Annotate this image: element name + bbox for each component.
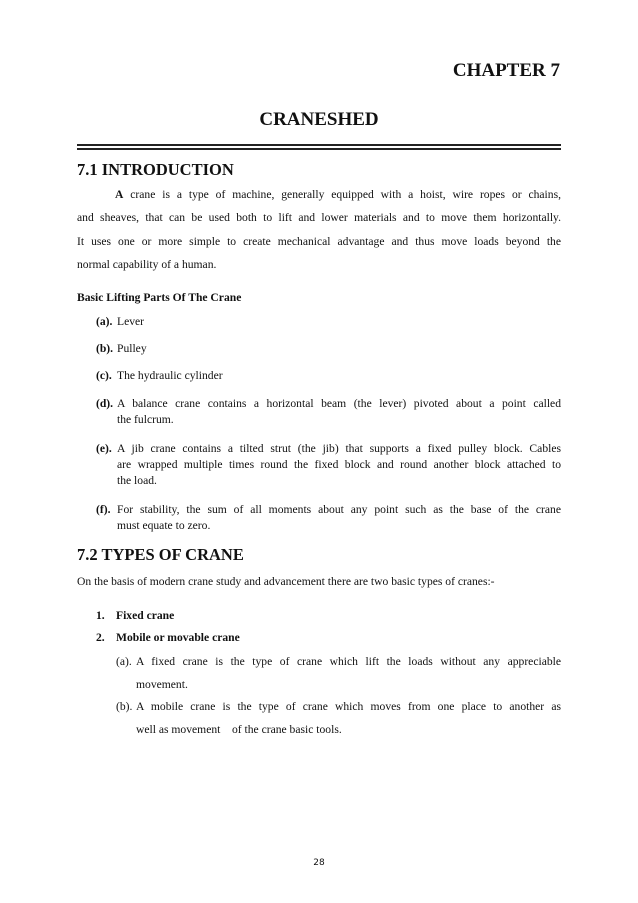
- section-heading-introduction: 7.1 INTRODUCTION: [77, 160, 234, 179]
- type-desc-a: [116, 650, 561, 697]
- list-marker: (c).: [96, 369, 112, 382]
- intro-paragraph: [77, 183, 561, 276]
- page-number: 28: [313, 858, 325, 868]
- type-item-1: [96, 609, 174, 622]
- type-number: 2.: [96, 631, 105, 644]
- list-item-text: Lever: [117, 315, 145, 328]
- chapter-label: CHAPTER 7: [452, 60, 560, 81]
- list-item-text: For stability, the sum of all moments about any point such as the base of the crane: [117, 503, 561, 516]
- type-number: 1.: [96, 609, 105, 622]
- subheading-lifting-parts: Basic Lifting Parts Of The Crane: [77, 291, 242, 304]
- list-item-f: [96, 502, 561, 534]
- types-intro: On the basis of modern crane study and advancement there are two basic types of cranes:-: [77, 575, 495, 588]
- list-marker: (f).: [96, 503, 111, 516]
- list-item-a: [96, 314, 561, 330]
- list-marker: (d).: [96, 397, 114, 410]
- list-item-d: [96, 396, 561, 428]
- intro-lead-word: A: [115, 188, 124, 201]
- list-item-text: A jib crane contains a tilted strut (the jib) that supports a fixed pulley block. Cables: [117, 442, 561, 455]
- type-desc-text: A fixed crane is the type of crane which lift the loads without any appreciable: [136, 655, 561, 668]
- type-label: Mobile or movable crane: [116, 631, 240, 644]
- list-item-text: A balance crane contains a horizontal beam (the lever) pivoted about a point called: [117, 397, 561, 410]
- intro-line-1: [77, 183, 561, 206]
- list-item-text: The hydraulic cylinder: [117, 369, 223, 382]
- list-marker: (a).: [96, 315, 113, 328]
- intro-line-1-text: crane is a type of machine, generally equipped with a hoist, wire ropes or chains,: [123, 188, 561, 201]
- title-rule-bottom: [77, 148, 561, 150]
- type-item-2: [96, 631, 240, 644]
- type-desc-text: A mobile crane is the type of crane which moves from one place to another as: [136, 700, 561, 713]
- title-rule-top: [77, 144, 561, 146]
- type-label: Fixed crane: [116, 609, 175, 622]
- chapter-title: [0, 109, 638, 131]
- list-item-continuation: must equate to zero.: [117, 519, 211, 532]
- list-item-e: [96, 441, 561, 489]
- list-item-continuation: are wrapped multiple times round the fixed block and round another block attached to: [117, 458, 561, 471]
- list-item-continuation: the load.: [117, 474, 157, 487]
- type-desc-b: [116, 695, 561, 742]
- list-marker: (e).: [96, 442, 112, 455]
- chapter-title-text: CRANESHED: [259, 109, 379, 130]
- list-item-b: [96, 341, 561, 357]
- intro-line-4: normal capability of a human.: [77, 257, 217, 271]
- section-heading-types: 7.2 TYPES OF CRANE: [77, 545, 244, 564]
- type-desc-continuation: well as movement of the crane basic tools.: [136, 723, 342, 737]
- type-desc-continuation: movement.: [136, 678, 188, 692]
- list-item-text: Pulley: [117, 342, 147, 355]
- list-marker: (a).: [116, 655, 132, 668]
- list-marker: (b).: [96, 342, 114, 355]
- list-marker: (b).: [116, 700, 133, 713]
- intro-line-2: and sheaves, that can be used both to lift and lower materials and to move them horizontally.: [77, 211, 561, 225]
- list-item-continuation: the fulcrum.: [117, 413, 174, 426]
- intro-line-3: It uses one or more simple to create mechanical advantage and thus move loads beyond the: [77, 234, 561, 248]
- list-item-c: [96, 368, 561, 384]
